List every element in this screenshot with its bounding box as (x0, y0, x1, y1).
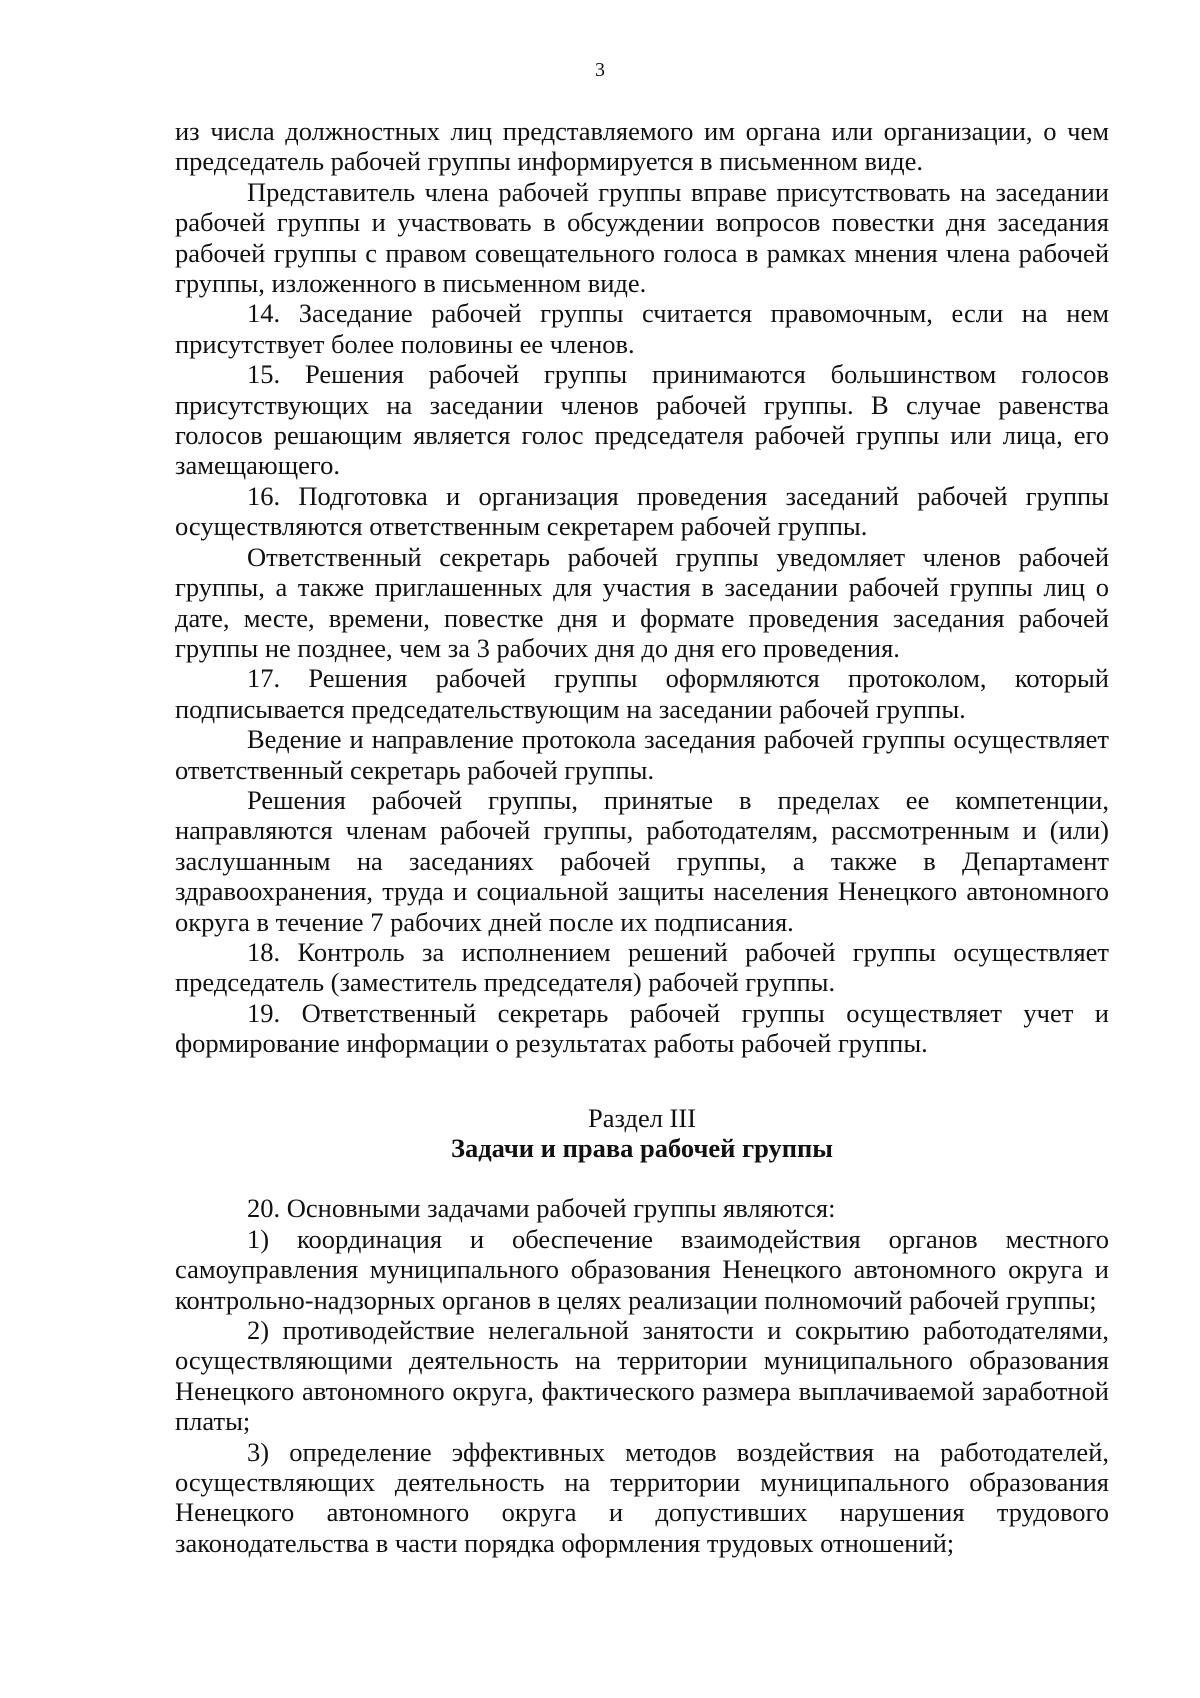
paragraph: 16. Подготовка и организация проведения заседаний рабочей группы осуществляются ответственным секретарем рабочей группы. (175, 480, 1109, 542)
page-number: 3 (595, 59, 605, 81)
paragraphs-part1 (175, 116, 1109, 1059)
paragraph: 3) определение эффективных методов воздействия на работодателей, осуществляющих деятельность на территории муниципального образования Ненецкого автономного округа и допустивших нарушения трудового законодательства в части порядка оформления трудовых отношений; (175, 1436, 1109, 1558)
section-spacer (175, 1163, 1109, 1193)
paragraph: 20. Основными задачами рабочей группы являются: (247, 1193, 836, 1224)
paragraph: 15. Решения рабочей группы принимаются большинством голосов присутствующих на заседании членов рабочей группы. В случае равенства голосов решающим является голос председателя рабочей группы или лица, его замещающего. (175, 359, 1109, 481)
paragraph: 14. Заседание рабочей группы считается правомочным, если на нем присутствует более половины ее членов. (175, 298, 1109, 359)
paragraph: 18. Контроль за исполнением решений рабочей группы осуществляет председатель (заместитель председателя) рабочей группы. (175, 936, 1109, 998)
section-label: Раздел III (587, 1102, 697, 1133)
section-title: Задачи и права рабочей группы (451, 1133, 833, 1163)
paragraph: Ответственный секретарь рабочей группы уведомляет членов рабочей группы, а также приглашенных для участия в заседании рабочей группы лиц о дате, месте, времени, повестке дня и формате проведения заседания рабочей группы не позднее, чем за 3 рабочих дня до дня его проведения. (175, 541, 1109, 663)
paragraph: Ведение и направление протокола заседания рабочей группы осуществляет ответственный секретарь рабочей группы. (175, 724, 1109, 785)
section-heading (175, 1103, 1109, 1164)
paragraph: Решения рабочей группы, принятые в пределах ее компетенции, направляются членам рабочей группы, работодателям, рассмотренным и (или) заслушанным на заседаниях рабочей группы, а также в Департамент здравоохранения, труда и социальной защиты населения Ненецкого автономного округа в течение 7 рабочих дней после их подписания. (175, 784, 1109, 937)
paragraph: 2) противодействие нелегальной занятости и сокрытию работодателями, осуществляющими деятельность на территории муниципального образования Ненецкого автономного округа, фактического размера выплачиваемой заработной платы; (175, 1315, 1109, 1437)
paragraph: Представитель члена рабочей группы вправе присутствовать на заседании рабочей группы и участвовать в обсуждении вопросов повестки дня заседания рабочей группы с правом совещательного голоса в рамках мнения члена рабочей группы, изложенного в письменном виде. (175, 176, 1109, 299)
paragraph: 17. Решения рабочей группы оформляются протоколом, который подписывается председательствующим на заседании рабочей группы. (175, 663, 1109, 724)
paragraph: 1) координация и обеспечение взаимодействия органов местного самоуправления муниципального образования Ненецкого автономного округа и контрольно-надзорных органов в целях реализации полномочий рабочей группы; (175, 1223, 1109, 1315)
document-body (175, 116, 1109, 1558)
paragraphs-part2 (175, 1193, 1109, 1558)
paragraph: из числа должностных лиц представляемого им органа или организации, о чем председатель рабочей группы информируется в письменном виде. (175, 116, 1109, 177)
paragraph: 19. Ответственный секретарь рабочей группы осуществляет учет и формирование информации о результатах работы рабочей группы. (175, 997, 1109, 1059)
